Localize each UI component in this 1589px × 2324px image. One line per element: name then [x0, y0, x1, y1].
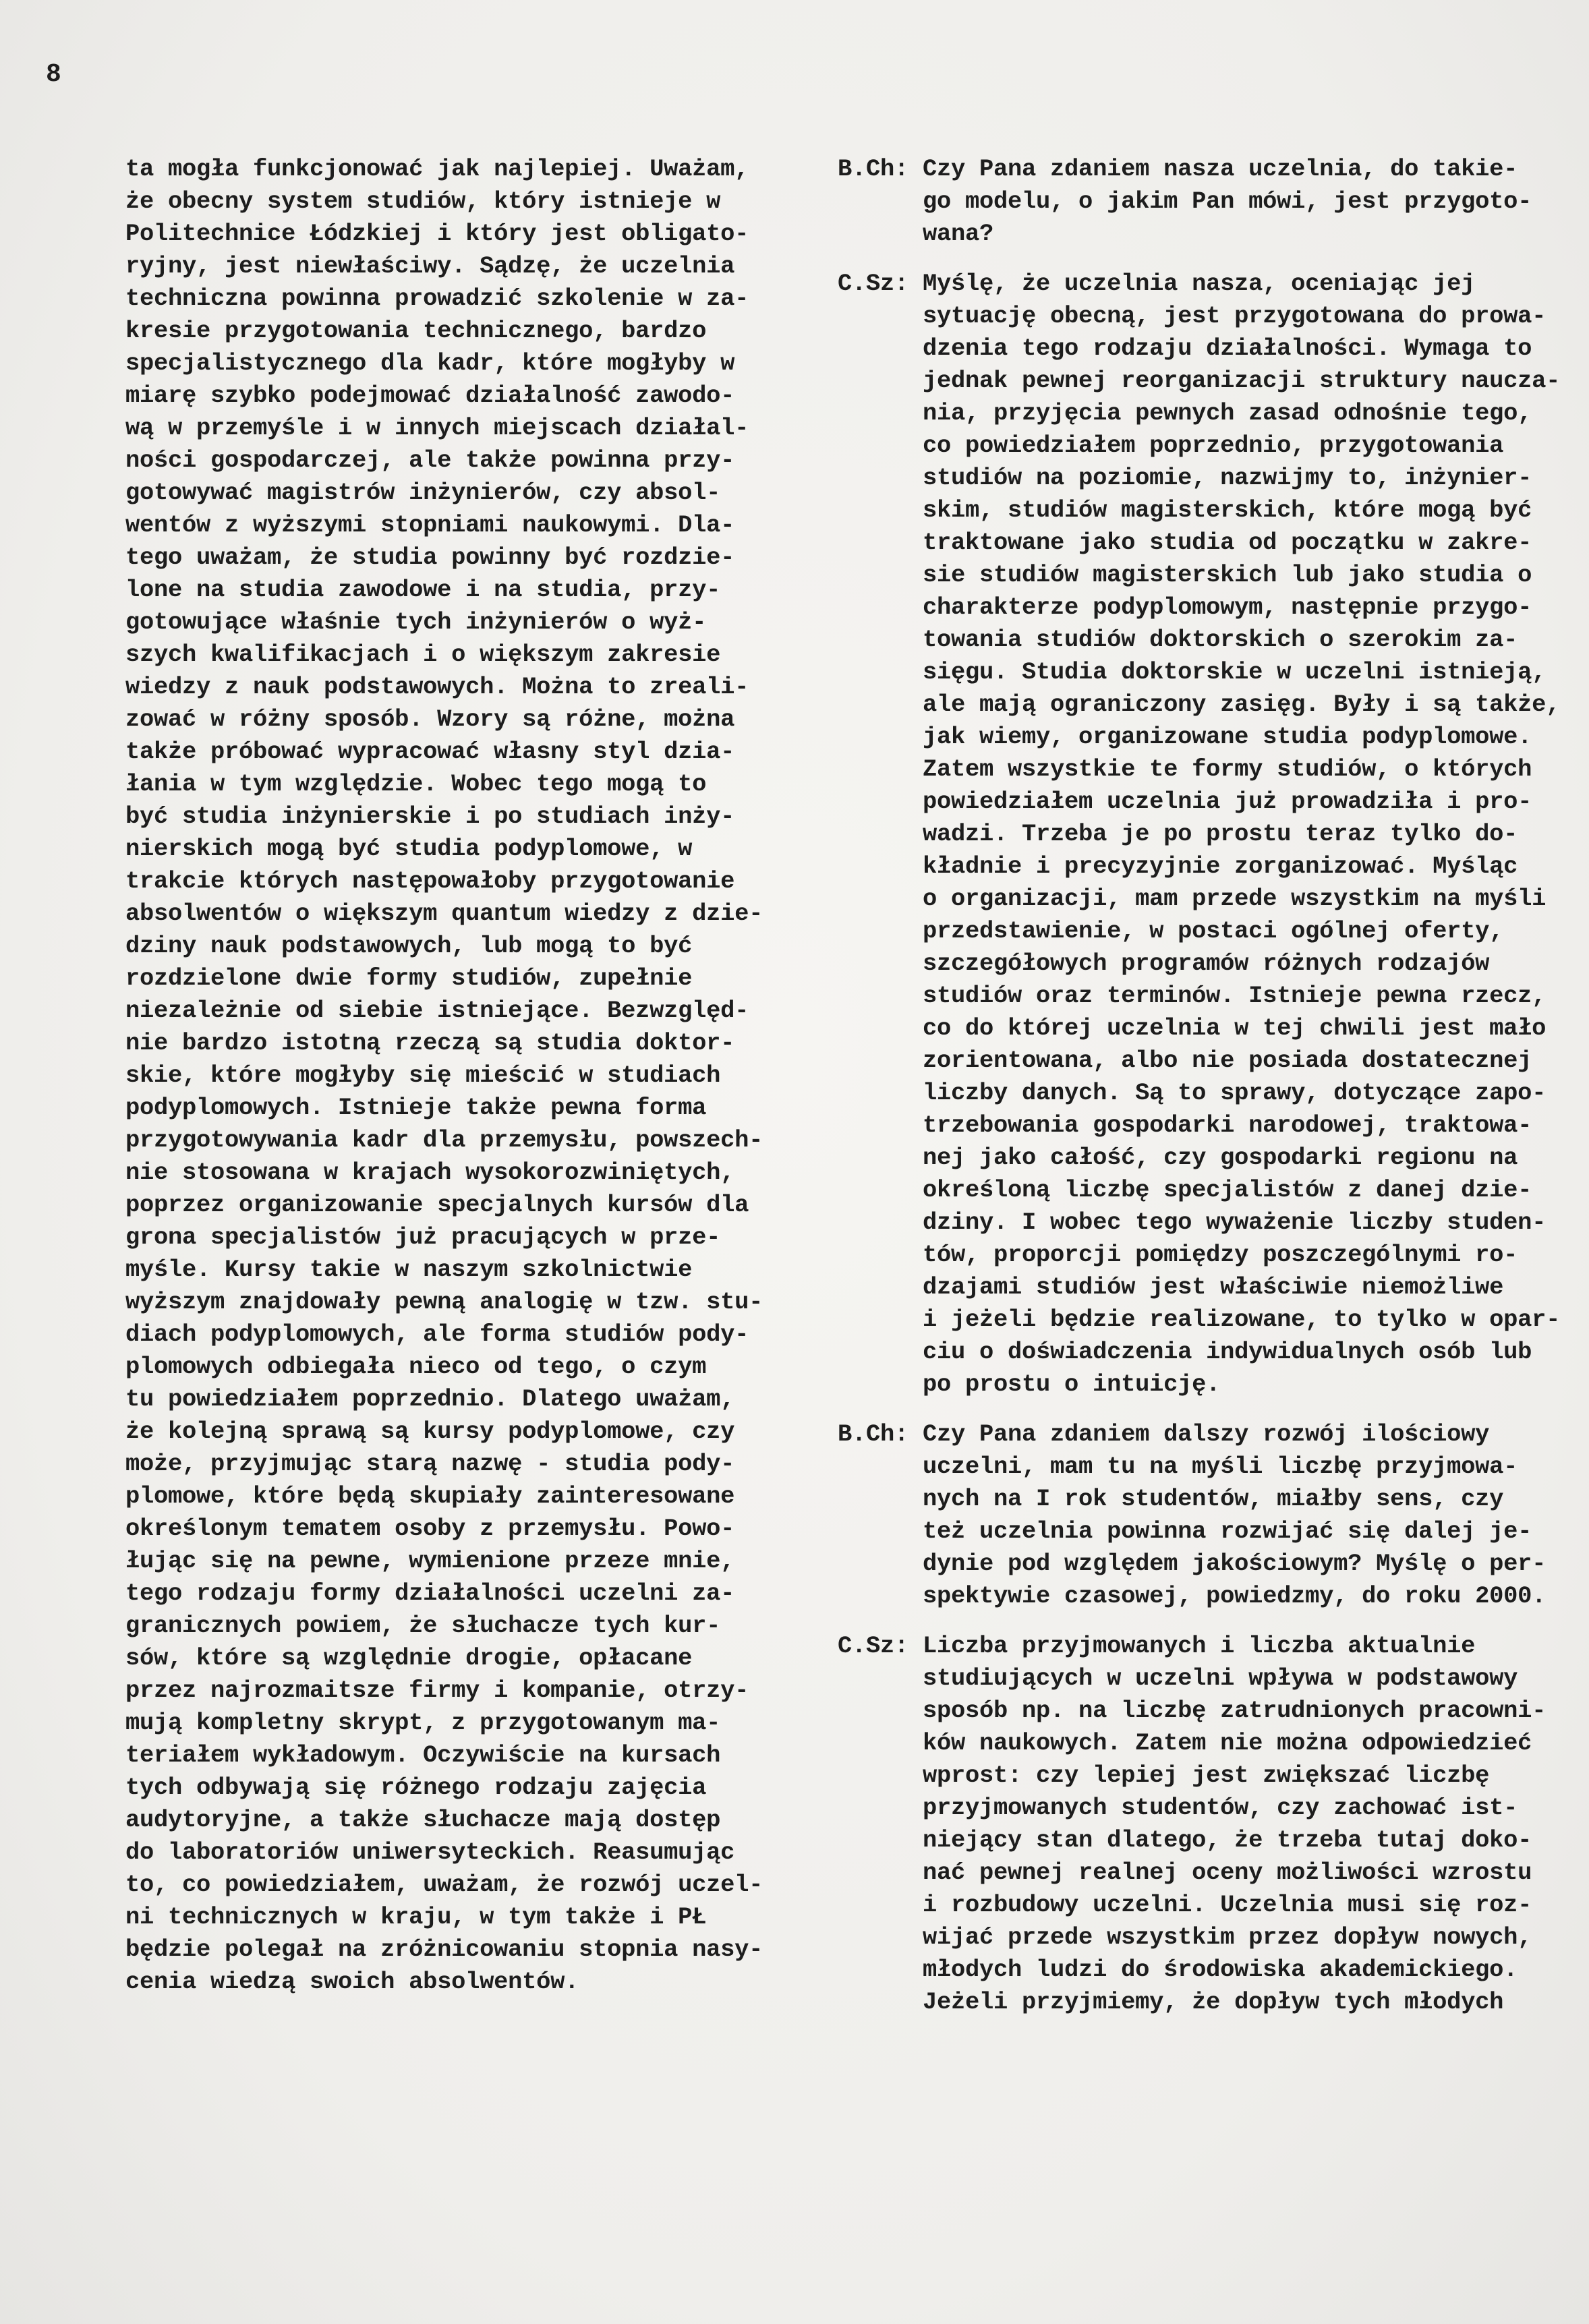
- text-line: dynie pod względem jakościowym? Myślę o per-: [838, 1550, 1547, 1577]
- text-line: zować w różny sposób. Wzory są różne, można: [125, 705, 735, 733]
- text-line: łania w tym względzie. Wobec tego mogą to: [125, 770, 707, 798]
- text-line: wyższym znajdowały pewną analogię w tzw. stu-: [125, 1288, 763, 1316]
- text-line: nierskich mogą być studia podyplomowe, w: [125, 835, 693, 863]
- text-line: ni technicznych w kraju, w tym także i PŁ: [125, 1903, 707, 1931]
- text-line: przyjmowanych studentów, czy zachować ist-: [838, 1794, 1518, 1822]
- text-line: miarę szybko podejmować działalność zawodo-: [125, 382, 735, 409]
- text-line: charakterze podyplomowym, następnie przygo-: [838, 593, 1532, 621]
- text-line: ności gospodarczej, ale także powinna przy-: [125, 446, 735, 474]
- text-line: poprzez organizowanie specjalnych kursów dla: [125, 1191, 749, 1219]
- text-line: określonym tematem osoby z przemysłu. Powo-: [125, 1515, 735, 1542]
- text-line: techniczna powinna prowadzić szkolenie w za-: [125, 285, 749, 312]
- page-number: 8: [46, 60, 61, 89]
- text-line: Politechnice Łódzkiej i który jest obligato-: [125, 220, 749, 248]
- text-line: podyplomowych. Istnieje także pewna forma: [125, 1094, 707, 1122]
- text-line: kresie przygotowania technicznego, bardzo: [125, 317, 707, 345]
- text-line: to, co powiedziałem, uważam, że rozwój uczel-: [125, 1871, 763, 1898]
- text-line: teriałem wykładowym. Oczywiście na kursach: [125, 1741, 721, 1769]
- text-line: niejący stan dlatego, że trzeba tutaj doko-: [838, 1826, 1532, 1854]
- text-line: wana?: [838, 220, 994, 248]
- text-line: C.Sz: Liczba przyjmowanych i liczba aktualnie: [838, 1632, 1476, 1660]
- text-line: dziny nauk podstawowych, lub mogą to być: [125, 932, 693, 960]
- text-line: przygotowywania kadr dla przemysłu, powszech-: [125, 1126, 763, 1154]
- text-line: nać pewnej realnej oceny możliwości wzrostu: [838, 1859, 1532, 1886]
- text-line: niezależnie od siebie istniejące. Bezwzględ-: [125, 997, 749, 1024]
- text-line: wprost: czy lepiej jest zwiększać liczbę: [838, 1762, 1490, 1789]
- text-line: gotowujące właśnie tych inżynierów o wyż-: [125, 608, 707, 636]
- right-column-text: [838, 153, 1561, 2018]
- text-line: i rozbudowy uczelni. Uczelnia musi się roz-: [838, 1891, 1532, 1919]
- text-line: lone na studia zawodowe i na studia, przy-: [125, 576, 721, 604]
- text-line: wadzi. Trzeba je po prostu teraz tylko do-: [838, 820, 1518, 848]
- text-line: że obecny system studiów, który istnieje w: [125, 187, 721, 215]
- text-line: że kolejną sprawą są kursy podyplomowe, czy: [125, 1418, 735, 1445]
- text-line: ciu o doświadczenia indywidualnych osób lub: [838, 1338, 1532, 1366]
- text-line: studiów oraz terminów. Istnieje pewna rzecz,: [838, 982, 1547, 1010]
- text-line: specjalistycznego dla kadr, które mogłyby w: [125, 349, 735, 377]
- text-line: traktowane jako studia od początku w zakre-: [838, 529, 1532, 556]
- text-line: sytuację obecną, jest przygotowana do prowa-: [838, 302, 1547, 330]
- text-line: sposób np. na liczbę zatrudnionych pracowni-: [838, 1697, 1547, 1724]
- text-line: zorientowana, albo nie posiada dostatecznej: [838, 1047, 1532, 1074]
- text-line: wą w przemyśle i w innych miejscach działal-: [125, 414, 749, 442]
- text-line: myśle. Kursy takie w naszym szkolnictwie: [125, 1256, 693, 1283]
- text-line: jak wiemy, organizowane studia podyplomowe.: [838, 723, 1532, 751]
- text-line: tego uważam, że studia powinny być rozdzie-: [125, 544, 735, 571]
- text-line: określoną liczbę specjalistów z danej dzie-: [838, 1176, 1532, 1204]
- text-line: do laboratoriów uniwersyteckich. Reasumując: [125, 1838, 735, 1866]
- text-line: ków naukowych. Zatem nie można odpowiedzieć: [838, 1729, 1532, 1757]
- text-line: i jeżeli będzie realizowane, to tylko w opar-: [838, 1306, 1561, 1333]
- text-line: nie stosowana w krajach wysokorozwiniętych,: [125, 1159, 735, 1186]
- text-line: towania studiów doktorskich o szerokim za-: [838, 626, 1518, 653]
- text-line: dzajami studiów jest właściwie niemożliwe: [838, 1273, 1504, 1301]
- text-line: rozdzielone dwie formy studiów, zupełnie: [125, 964, 693, 992]
- text-line: Zatem wszystkie te formy studiów, o których: [838, 755, 1532, 783]
- text-line: mują kompletny skrypt, z przygotowanym ma-: [125, 1709, 721, 1737]
- text-line: jednak pewnej reorganizacji struktury naucza-: [838, 367, 1561, 395]
- text-line: tu powiedziałem poprzednio. Dlatego uważam,: [125, 1385, 735, 1413]
- text-line: tów, proporcji pomiędzy poszczególnymi ro-: [838, 1241, 1518, 1269]
- text-line: audytoryjne, a także słuchacze mają dostęp: [125, 1806, 721, 1834]
- text-line: ryjny, jest niewłaściwy. Sądzę, że uczelnia: [125, 252, 735, 280]
- text-line: przedstawienie, w postaci ogólnej oferty,: [838, 917, 1504, 945]
- text-line: liczby danych. Są to sprawy, dotyczące zapo-: [838, 1079, 1547, 1107]
- text-line: łując się na pewne, wymienione przeze mnie,: [125, 1547, 735, 1575]
- text-line: o organizacji, mam przede wszystkim na myśli: [838, 885, 1547, 912]
- text-line: B.Ch: Czy Pana zdaniem nasza uczelnia, do takie-: [838, 155, 1518, 183]
- text-line: nie bardzo istotną rzeczą są studia doktor-: [125, 1029, 735, 1057]
- text-line: grona specjalistów już pracujących w prze-: [125, 1223, 721, 1251]
- text-line: diach podyplomowych, ale forma studiów pody-: [125, 1320, 749, 1348]
- text-line: sięgu. Studia doktorskie w uczelni istnieją,: [838, 658, 1547, 686]
- text-line: nych na I rok studentów, miałby sens, czy: [838, 1485, 1504, 1513]
- text-line: trakcie których następowałoby przygotowanie: [125, 867, 735, 895]
- text-line: nej jako całość, czy gospodarki regionu na: [838, 1144, 1518, 1171]
- text-line: szych kwalifikacjach i o większym zakresie: [125, 641, 721, 668]
- text-line: ale mają ograniczony zasięg. Były i są także,: [838, 691, 1561, 718]
- text-line: uczelni, mam tu na myśli liczbę przyjmowa-: [838, 1453, 1518, 1480]
- text-line: gotowywać magistrów inżynierów, czy absol-: [125, 479, 721, 506]
- left-column-text: [125, 153, 800, 1998]
- text-line: C.Sz: Myślę, że uczelnia nasza, oceniając jej: [838, 270, 1476, 297]
- text-line: być studia inżynierskie i po studiach inży-: [125, 803, 735, 830]
- text-line: wijać przede wszystkim przez dopływ nowych,: [838, 1923, 1532, 1951]
- text-line: kładnie i precyzyjnie zorganizować. Myśląc: [838, 852, 1518, 880]
- text-line: studiujących w uczelni wpływa w podstawowy: [838, 1664, 1518, 1692]
- text-line: nia, przyjęcia pewnych zasad odnośnie tego,: [838, 399, 1532, 427]
- text-line: też uczelnia powinna rozwijać się dalej je-: [838, 1517, 1532, 1545]
- text-line: powiedziałem uczelnia już prowadziła i pro-: [838, 788, 1532, 815]
- text-line: przez najrozmaitsze firmy i kompanie, otrzy-: [125, 1677, 749, 1704]
- text-line: skim, studiów magisterskich, które mogą być: [838, 496, 1532, 524]
- text-line: granicznych powiem, że słuchacze tych kur-: [125, 1612, 721, 1639]
- text-line: może, przyjmując starą nazwę - studia pody-: [125, 1450, 735, 1478]
- text-line: sie studiów magisterskich lub jako studia o: [838, 561, 1532, 589]
- text-line: plomowych odbiegała nieco od tego, o czym: [125, 1353, 707, 1381]
- text-line: szczegółowych programów różnych rodzajów: [838, 950, 1490, 977]
- text-line: będzie polegał na zróżnicowaniu stopnia nasy-: [125, 1936, 763, 1963]
- text-line: dzenia tego rodzaju działalności. Wymaga to: [838, 335, 1532, 362]
- text-line: plomowe, które będą skupiały zainteresowane: [125, 1482, 735, 1510]
- text-line: cenia wiedzą swoich absolwentów.: [125, 1968, 579, 1996]
- text-line: Jeżeli przyjmiemy, że dopływ tych młodych: [838, 1988, 1504, 2016]
- text-line: sów, które są względnie drogie, opłacane: [125, 1644, 693, 1672]
- text-line: spektywie czasowej, powiedzmy, do roku 2000.: [838, 1582, 1547, 1610]
- text-line: tych odbywają się różnego rodzaju zajęcia: [125, 1774, 707, 1801]
- text-line: po prostu o intuicję.: [838, 1370, 1221, 1398]
- text-line: B.Ch: Czy Pana zdaniem dalszy rozwój ilościowy: [838, 1420, 1490, 1448]
- text-line: ta mogła funkcjonować jak najlepiej. Uważam,: [125, 155, 749, 183]
- text-line: wentów z wyższymi stopniami naukowymi. Dla-: [125, 511, 735, 539]
- text-line: dziny. I wobec tego wyważenie liczby studen-: [838, 1209, 1547, 1236]
- text-line: tego rodzaju formy działalności uczelni za-: [125, 1579, 735, 1607]
- text-line: go modelu, o jakim Pan mówi, jest przygoto-: [838, 187, 1532, 215]
- text-line: co powiedziałem poprzednio, przygotowania: [838, 432, 1504, 459]
- text-line: absolwentów o większym quantum wiedzy z dzie-: [125, 900, 763, 927]
- text-line: skie, które mogłyby się mieścić w studiach: [125, 1062, 721, 1089]
- text-line: co do której uczelnia w tej chwili jest mało: [838, 1014, 1547, 1042]
- text-line: trzebowania gospodarki narodowej, traktowa-: [838, 1111, 1532, 1139]
- text-line: także próbować wypracować własny styl dzia-: [125, 738, 735, 765]
- text-line: młodych ludzi do środowiska akademickiego.: [838, 1956, 1518, 1983]
- text-line: wiedzy z nauk podstawowych. Można to zreali-: [125, 673, 749, 701]
- text-line: studiów na poziomie, nazwijmy to, inżynier-: [838, 464, 1532, 492]
